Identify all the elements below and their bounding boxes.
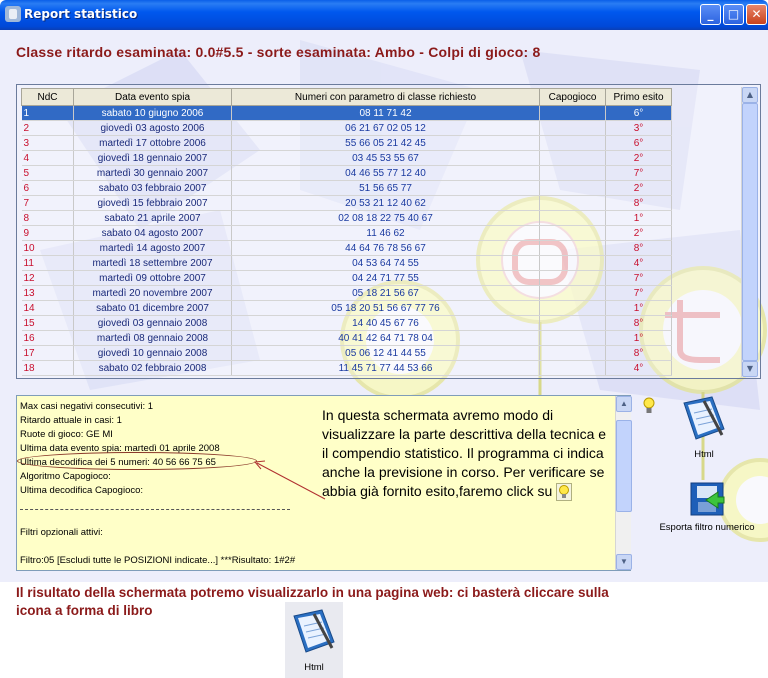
- cell-capogioco: [540, 211, 606, 226]
- cell-numbers: 11 46 62: [232, 226, 540, 241]
- info-line: Algoritmo Capogioco:: [20, 471, 111, 482]
- table-scrollbar[interactable]: [741, 87, 757, 377]
- cell-primo-esito: 8°: [606, 196, 672, 211]
- html-book-icon-example: [285, 602, 343, 678]
- cell-date: sabato 02 febbraio 2008: [74, 361, 232, 376]
- cell-numbers: 06 21 67 02 05 12: [232, 121, 540, 136]
- cell-primo-esito: 8°: [606, 241, 672, 256]
- cell-date: giovedì 18 gennaio 2007: [74, 151, 232, 166]
- cell-ndc: 1: [22, 106, 74, 121]
- cell-primo-esito: 1°: [606, 211, 672, 226]
- cell-numbers: 03 45 53 55 67: [232, 151, 540, 166]
- results-table-container: [16, 84, 761, 379]
- maximize-button[interactable]: □: [723, 4, 744, 25]
- table-row[interactable]: [22, 121, 672, 136]
- cell-numbers: 11 45 71 77 44 53 66: [232, 361, 540, 376]
- cell-date: sabato 01 dicembre 2007: [74, 301, 232, 316]
- cell-primo-esito: 6°: [606, 106, 672, 121]
- cell-ndc: 8: [22, 211, 74, 226]
- cell-ndc: 13: [22, 286, 74, 301]
- cell-date: sabato 04 agosto 2007: [74, 226, 232, 241]
- cell-ndc: 14: [22, 301, 74, 316]
- cell-ndc: 6: [22, 181, 74, 196]
- info-scrollbar[interactable]: [615, 396, 631, 570]
- cell-ndc: 15: [22, 316, 74, 331]
- table-row[interactable]: [22, 361, 672, 376]
- table-row[interactable]: [22, 136, 672, 151]
- col-header-ndc[interactable]: NdC: [22, 89, 74, 106]
- cell-numbers: 04 53 64 74 55: [232, 256, 540, 271]
- arrow-annotation: [247, 451, 327, 501]
- cell-date: martedì 14 agosto 2007: [74, 241, 232, 256]
- cell-date: giovedì 03 agosto 2006: [74, 121, 232, 136]
- table-row[interactable]: [22, 256, 672, 271]
- cell-primo-esito: 2°: [606, 151, 672, 166]
- cell-ndc: 17: [22, 346, 74, 361]
- cell-date: giovedì 15 febbraio 2007: [74, 196, 232, 211]
- minimize-button[interactable]: _: [700, 4, 721, 25]
- cell-capogioco: [540, 196, 606, 211]
- table-row[interactable]: [22, 106, 672, 121]
- cell-capogioco: [540, 331, 606, 346]
- cell-capogioco: [540, 286, 606, 301]
- cell-primo-esito: 2°: [606, 181, 672, 196]
- col-header-capogioco[interactable]: Capogioco: [540, 89, 606, 106]
- cell-ndc: 11: [22, 256, 74, 271]
- scroll-down-button[interactable]: ▼: [742, 361, 758, 377]
- cell-numbers: 05 06 12 41 44 55: [232, 346, 540, 361]
- cell-numbers: 02 08 18 22 75 40 67: [232, 211, 540, 226]
- table-row[interactable]: [22, 346, 672, 361]
- lightbulb-icon: [556, 483, 572, 501]
- cell-ndc: 9: [22, 226, 74, 241]
- cell-ndc: 16: [22, 331, 74, 346]
- cell-numbers: 44 64 76 78 56 67: [232, 241, 540, 256]
- cell-primo-esito: 7°: [606, 271, 672, 286]
- cell-primo-esito: 8°: [606, 346, 672, 361]
- separator: [20, 509, 290, 510]
- info-line: Ritardo attuale in casi: 1: [20, 415, 122, 426]
- cell-date: martedì 20 novembre 2007: [74, 286, 232, 301]
- cell-capogioco: [540, 316, 606, 331]
- col-header-primo-esito[interactable]: Primo esito: [606, 89, 672, 106]
- table-row[interactable]: [22, 211, 672, 226]
- cell-date: martedì 18 settembre 2007: [74, 256, 232, 271]
- scroll-up-button[interactable]: ▲: [616, 396, 632, 412]
- cell-date: martedì 09 ottobre 2007: [74, 271, 232, 286]
- html-label: Html: [304, 662, 324, 673]
- cell-date: martedì 30 gennaio 2007: [74, 166, 232, 181]
- cell-primo-esito: 2°: [606, 226, 672, 241]
- cell-numbers: 04 46 55 77 12 40: [232, 166, 540, 181]
- filters-title: Filtri opzionali attivi:: [20, 527, 103, 538]
- cell-date: martedì 08 gennaio 2008: [74, 331, 232, 346]
- cell-capogioco: [540, 166, 606, 181]
- scroll-thumb[interactable]: [742, 103, 758, 361]
- cell-ndc: 18: [22, 361, 74, 376]
- cell-ndc: 10: [22, 241, 74, 256]
- html-book-button[interactable]: [677, 393, 731, 463]
- cell-date: martedì 17 ottobre 2006: [74, 136, 232, 151]
- bottom-caption: Il risultato della schermata potremo visualizzarlo in una pagina web: ci basterà cliccare sulla icona a forma di libro: [16, 585, 609, 618]
- info-line: Ultima data evento spia: martedì 01 aprile 2008: [20, 443, 220, 454]
- table-row[interactable]: [22, 181, 672, 196]
- cell-primo-esito: 4°: [606, 256, 672, 271]
- cell-primo-esito: 6°: [606, 136, 672, 151]
- info-line-last-decode: Ultima decodifica dei 5 numeri: 40 56 66 75 65: [20, 457, 216, 468]
- results-table: [21, 88, 672, 376]
- cell-numbers: 55 66 05 21 42 45: [232, 136, 540, 151]
- cell-ndc: 2: [22, 121, 74, 136]
- cell-capogioco: [540, 136, 606, 151]
- callout-body: In questa schermata avremo modo di visualizzare la parte descrittiva della tecnica e il compendio statistico. Il programma ci indica anche la previsione in corso. Per verificare se abbia già fornito esito,faremo click su: [322, 407, 607, 499]
- cell-numbers: 51 56 65 77: [232, 181, 540, 196]
- cell-primo-esito: 7°: [606, 166, 672, 181]
- cell-capogioco: [540, 241, 606, 256]
- table-row[interactable]: [22, 301, 672, 316]
- scroll-down-button[interactable]: ▼: [616, 554, 632, 570]
- cell-date: giovedì 10 gennaio 2008: [74, 346, 232, 361]
- cell-numbers: 04 24 71 77 55: [232, 271, 540, 286]
- cell-capogioco: [540, 181, 606, 196]
- app-icon: [5, 6, 21, 22]
- cell-primo-esito: 8°: [606, 316, 672, 331]
- table-row[interactable]: [22, 226, 672, 241]
- scroll-up-button[interactable]: ▲: [742, 87, 758, 103]
- cell-numbers: 14 40 45 67 76: [232, 316, 540, 331]
- table-row[interactable]: [22, 316, 672, 331]
- cell-numbers: 08 11 71 42: [232, 106, 540, 121]
- cell-capogioco: [540, 121, 606, 136]
- callout-text: [322, 406, 612, 501]
- cell-ndc: 3: [22, 136, 74, 151]
- cell-ndc: 4: [22, 151, 74, 166]
- cell-numbers: 20 53 21 12 40 62: [232, 196, 540, 211]
- cell-date: sabato 03 febbraio 2007: [74, 181, 232, 196]
- scroll-thumb[interactable]: [616, 420, 632, 512]
- book-icon: [288, 606, 340, 658]
- table-row[interactable]: [22, 271, 672, 286]
- report-header: Classe ritardo esaminata: 0.0#5.5 - sorte esaminata: Ambo - Colpi di gioco: 8: [16, 44, 541, 60]
- cell-primo-esito: 1°: [606, 331, 672, 346]
- lightbulb-icon[interactable]: [642, 397, 656, 415]
- table-row[interactable]: [22, 151, 672, 166]
- info-line: Ruote di gioco: GE MI: [20, 429, 113, 440]
- cell-capogioco: [540, 226, 606, 241]
- cell-numbers: 05 18 21 56 67: [232, 286, 540, 301]
- cell-capogioco: [540, 346, 606, 361]
- cell-primo-esito: 4°: [606, 361, 672, 376]
- cell-capogioco: [540, 106, 606, 121]
- cell-date: sabato 21 aprile 2007: [74, 211, 232, 226]
- cell-date: sabato 10 giugno 2006: [74, 106, 232, 121]
- cell-ndc: 7: [22, 196, 74, 211]
- col-header-numbers[interactable]: Numeri con parametro di classe richiesto: [232, 89, 540, 106]
- info-line: Max casi negativi consecutivi: 1: [20, 401, 154, 412]
- window-title: Report statistico: [24, 7, 138, 21]
- title-bar: [0, 0, 768, 30]
- info-panel[interactable]: [16, 395, 631, 571]
- table-row[interactable]: [22, 196, 672, 211]
- info-line: Ultima decodifica Capogioco:: [20, 485, 144, 496]
- cell-capogioco: [540, 151, 606, 166]
- cell-capogioco: [540, 361, 606, 376]
- table-row[interactable]: [22, 331, 672, 346]
- html-label: Html: [694, 449, 714, 460]
- circle-annotation: [17, 452, 257, 470]
- close-button[interactable]: ✕: [746, 4, 767, 25]
- filter-line: Filtro:05 [Escludi tutte le POSIZIONI indicate...] ***Risultato: 1#2#: [20, 555, 296, 566]
- cell-ndc: 12: [22, 271, 74, 286]
- cell-primo-esito: 3°: [606, 121, 672, 136]
- cell-capogioco: [540, 301, 606, 316]
- export-filter-button[interactable]: [648, 480, 766, 540]
- export-label: Esporta filtro numerico: [659, 522, 755, 533]
- table-row[interactable]: [22, 166, 672, 181]
- cell-primo-esito: 1°: [606, 301, 672, 316]
- cell-date: giovedì 03 gennaio 2008: [74, 316, 232, 331]
- table-row[interactable]: [22, 286, 672, 301]
- cell-capogioco: [540, 256, 606, 271]
- cell-ndc: 5: [22, 166, 74, 181]
- cell-numbers: 40 41 42 64 71 78 04: [232, 331, 540, 346]
- export-icon: [688, 480, 726, 518]
- table-row[interactable]: [22, 241, 672, 256]
- table-header-row: [22, 89, 672, 106]
- cell-numbers: 05 18 20 51 56 67 77 76: [232, 301, 540, 316]
- cell-primo-esito: 7°: [606, 286, 672, 301]
- cell-capogioco: [540, 271, 606, 286]
- col-header-date[interactable]: Data evento spia: [74, 89, 232, 106]
- book-icon: [678, 393, 730, 445]
